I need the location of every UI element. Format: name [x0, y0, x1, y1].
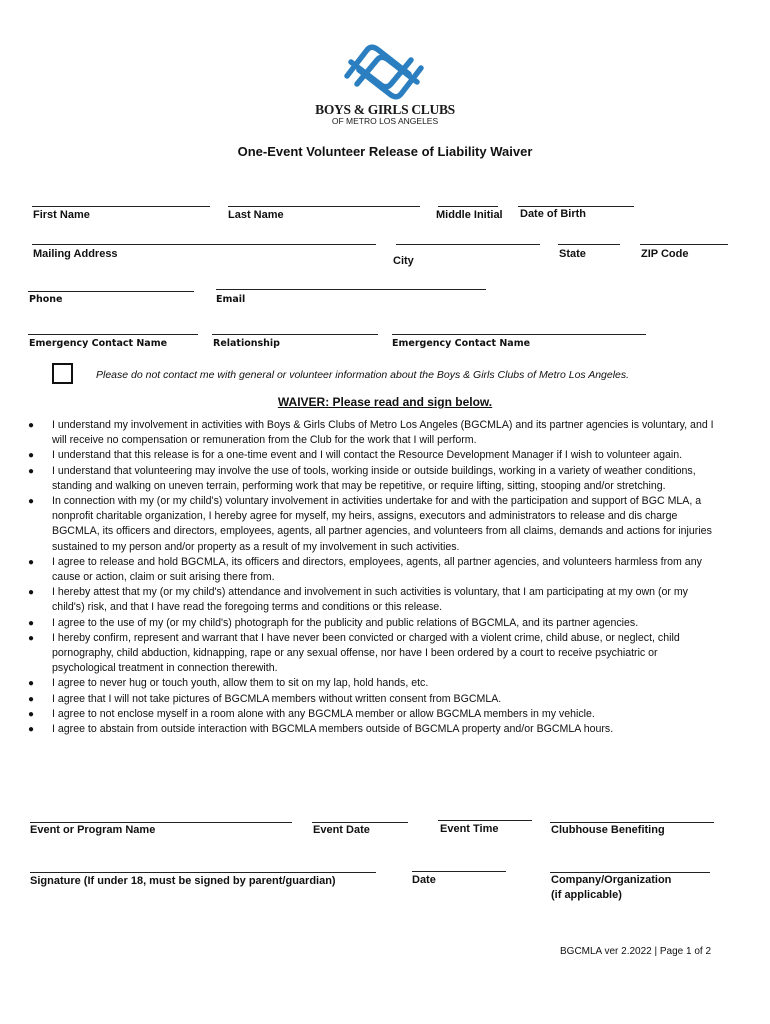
- first-name-field[interactable]: [32, 206, 210, 207]
- list-item: ● I understand that volunteering may involve the use of tools, working inside or outside buildings, working in a variety of weather conditions, standing and walking on uneven terrain, performing work that may be repetitive, or require lifting, sitting, stooping and/or stretching.: [28, 464, 696, 492]
- bullet-icon: ●: [28, 678, 35, 690]
- relationship-field[interactable]: [212, 334, 378, 335]
- mailing-address-label: Mailing Address: [33, 248, 118, 260]
- signature-label: Signature (If under 18, must be signed by parent/guardian): [30, 875, 336, 887]
- opt-out-text: Please do not contact me with general or volunteer information about the Boys & Girls Clubs of Metro Los Angeles.: [96, 369, 630, 381]
- bullet-icon: ●: [28, 617, 35, 629]
- phone-label: Phone: [29, 294, 63, 305]
- email-label: Email: [216, 294, 246, 305]
- clubhouse-field[interactable]: [550, 822, 714, 823]
- waiver-heading: WAIVER: Please read and sign below.: [277, 395, 493, 409]
- page-footer: BGCMLA ver 2.2022 | Page 1 of 2: [560, 946, 712, 957]
- relationship-label: Relationship: [213, 338, 280, 349]
- zip-code-label: ZIP Code: [641, 248, 689, 260]
- list-item: ● I agree to not enclose myself in a room alone with any BGCMLA member or allow BGCMLA members in my vehicle.: [28, 707, 718, 722]
- event-date-label: Event Date: [313, 824, 370, 836]
- list-item: ● I agree to abstain from outside interaction with BGCMLA members outside of BGCMLA property and/or BGCMLA hours.: [28, 722, 718, 737]
- waiver-terms-list: [28, 418, 718, 737]
- opt-out-checkbox[interactable]: [52, 363, 73, 384]
- email-field[interactable]: [216, 289, 486, 290]
- zip-code-field[interactable]: [640, 244, 728, 245]
- emergency-contact-name-2-label: Emergency Contact Name: [392, 338, 531, 349]
- event-date-field[interactable]: [312, 822, 408, 823]
- company-label: Company/Organization: [551, 874, 672, 886]
- phone-field[interactable]: [28, 291, 194, 292]
- state-field[interactable]: [558, 244, 620, 245]
- document-title: One-Event Volunteer Release of Liability Waiver: [237, 144, 533, 159]
- emergency-contact-name-field[interactable]: [28, 334, 198, 335]
- list-item: ● I agree to the use of my (or my child's) photograph for the publicity and public relations of BGCMLA, and its partner agencies.: [28, 616, 718, 631]
- mailing-address-field[interactable]: [32, 244, 376, 245]
- date-field[interactable]: [412, 871, 506, 872]
- last-name-label: Last Name: [228, 209, 284, 221]
- event-name-field[interactable]: [30, 822, 292, 823]
- list-item: ● I agree to never hug or touch youth, allow them to sit on my lap, hold hands, etc.: [28, 676, 718, 691]
- middle-initial-label: Middle Initial: [436, 209, 503, 221]
- city-label: City: [393, 255, 414, 267]
- date-of-birth-label: Date of Birth: [520, 208, 586, 220]
- list-item: ● In connection with my (or my child's) voluntary involvement in activities undertake for and with the participation and support of BGC MLA, a nonprofit charitable organization, I hereby agree for myself, my heirs, assigns, executors and administrators to release and dis charge BGCMLA, its officers and directors, employees, agents, all partner agencies, and volunteers from all claims, demands and actions for injuries sustained to my person and/or property as a result of my involvement in such activities.: [28, 495, 712, 553]
- bullet-icon: ●: [28, 420, 35, 431]
- bullet-icon: ●: [28, 632, 35, 644]
- bullet-icon: ●: [28, 496, 35, 508]
- company-field[interactable]: [550, 872, 710, 873]
- bullet-icon: ●: [28, 708, 35, 720]
- list-item: ● I agree that I will not take pictures of BGCMLA members without written consent from BGCMLA.: [28, 692, 718, 707]
- bullet-icon: ●: [28, 450, 35, 462]
- bgc-logo-icon: [337, 40, 431, 104]
- bullet-icon: ●: [28, 587, 35, 599]
- bullet-icon: ●: [28, 556, 35, 568]
- first-name-label: First Name: [33, 209, 90, 221]
- city-field[interactable]: [396, 244, 540, 245]
- list-item: ● I hereby confirm, represent and warrant that I have never been convicted or charged with a violent crime, child abuse, or neglect, child pornography, child abduction, kidnapping, rape or any sexual offense, nor have I been ordered by a court to receive psychiatric or psychological treatment in connection therewith.: [28, 631, 680, 675]
- date-label: Date: [412, 874, 436, 886]
- bullet-icon: ●: [28, 465, 35, 477]
- company-note-label: (if applicable): [551, 889, 622, 901]
- event-time-field[interactable]: [438, 820, 532, 821]
- state-label: State: [559, 248, 586, 260]
- bullet-icon: ●: [28, 693, 35, 705]
- list-item: ● I hereby attest that my (or my child's) attendance and involvement in such activities is voluntary, that I am participating at my own (or my child's) risk, and that I have read the foregoing terms and conditions or this release.: [28, 586, 688, 614]
- middle-initial-field[interactable]: [438, 206, 498, 207]
- event-time-label: Event Time: [440, 823, 499, 835]
- list-item: ● I understand my involvement in activities with Boys & Girls Clubs of Metro Los Angeles (BGCMLA) and its partner agencies is voluntary, and I will receive no compensation or remuneration from the Club for the work that I will perform.: [28, 419, 714, 447]
- bullet-icon: ●: [28, 724, 35, 736]
- org-subtitle: OF METRO LOS ANGELES: [331, 116, 439, 126]
- last-name-field[interactable]: [228, 206, 420, 207]
- signature-field[interactable]: [30, 872, 376, 873]
- list-item: ● I agree to release and hold BGCMLA, its officers and directors, employees, agents, all partner agencies, and volunteers harmless from any cause or action, claim or suit arising there from.: [28, 555, 702, 584]
- emergency-contact-name-2-field[interactable]: [392, 334, 646, 335]
- event-name-label: Event or Program Name: [30, 824, 156, 836]
- date-of-birth-field[interactable]: [518, 206, 634, 207]
- org-name: BOYS & GIRLS CLUBS: [315, 102, 455, 117]
- clubhouse-label: Clubhouse Benefiting: [551, 824, 665, 836]
- list-item: ● I understand that this release is for a one-time event and I will contact the Resource Development Manager if I wish to volunteer again.: [28, 448, 718, 463]
- emergency-contact-name-label: Emergency Contact Name: [29, 338, 168, 349]
